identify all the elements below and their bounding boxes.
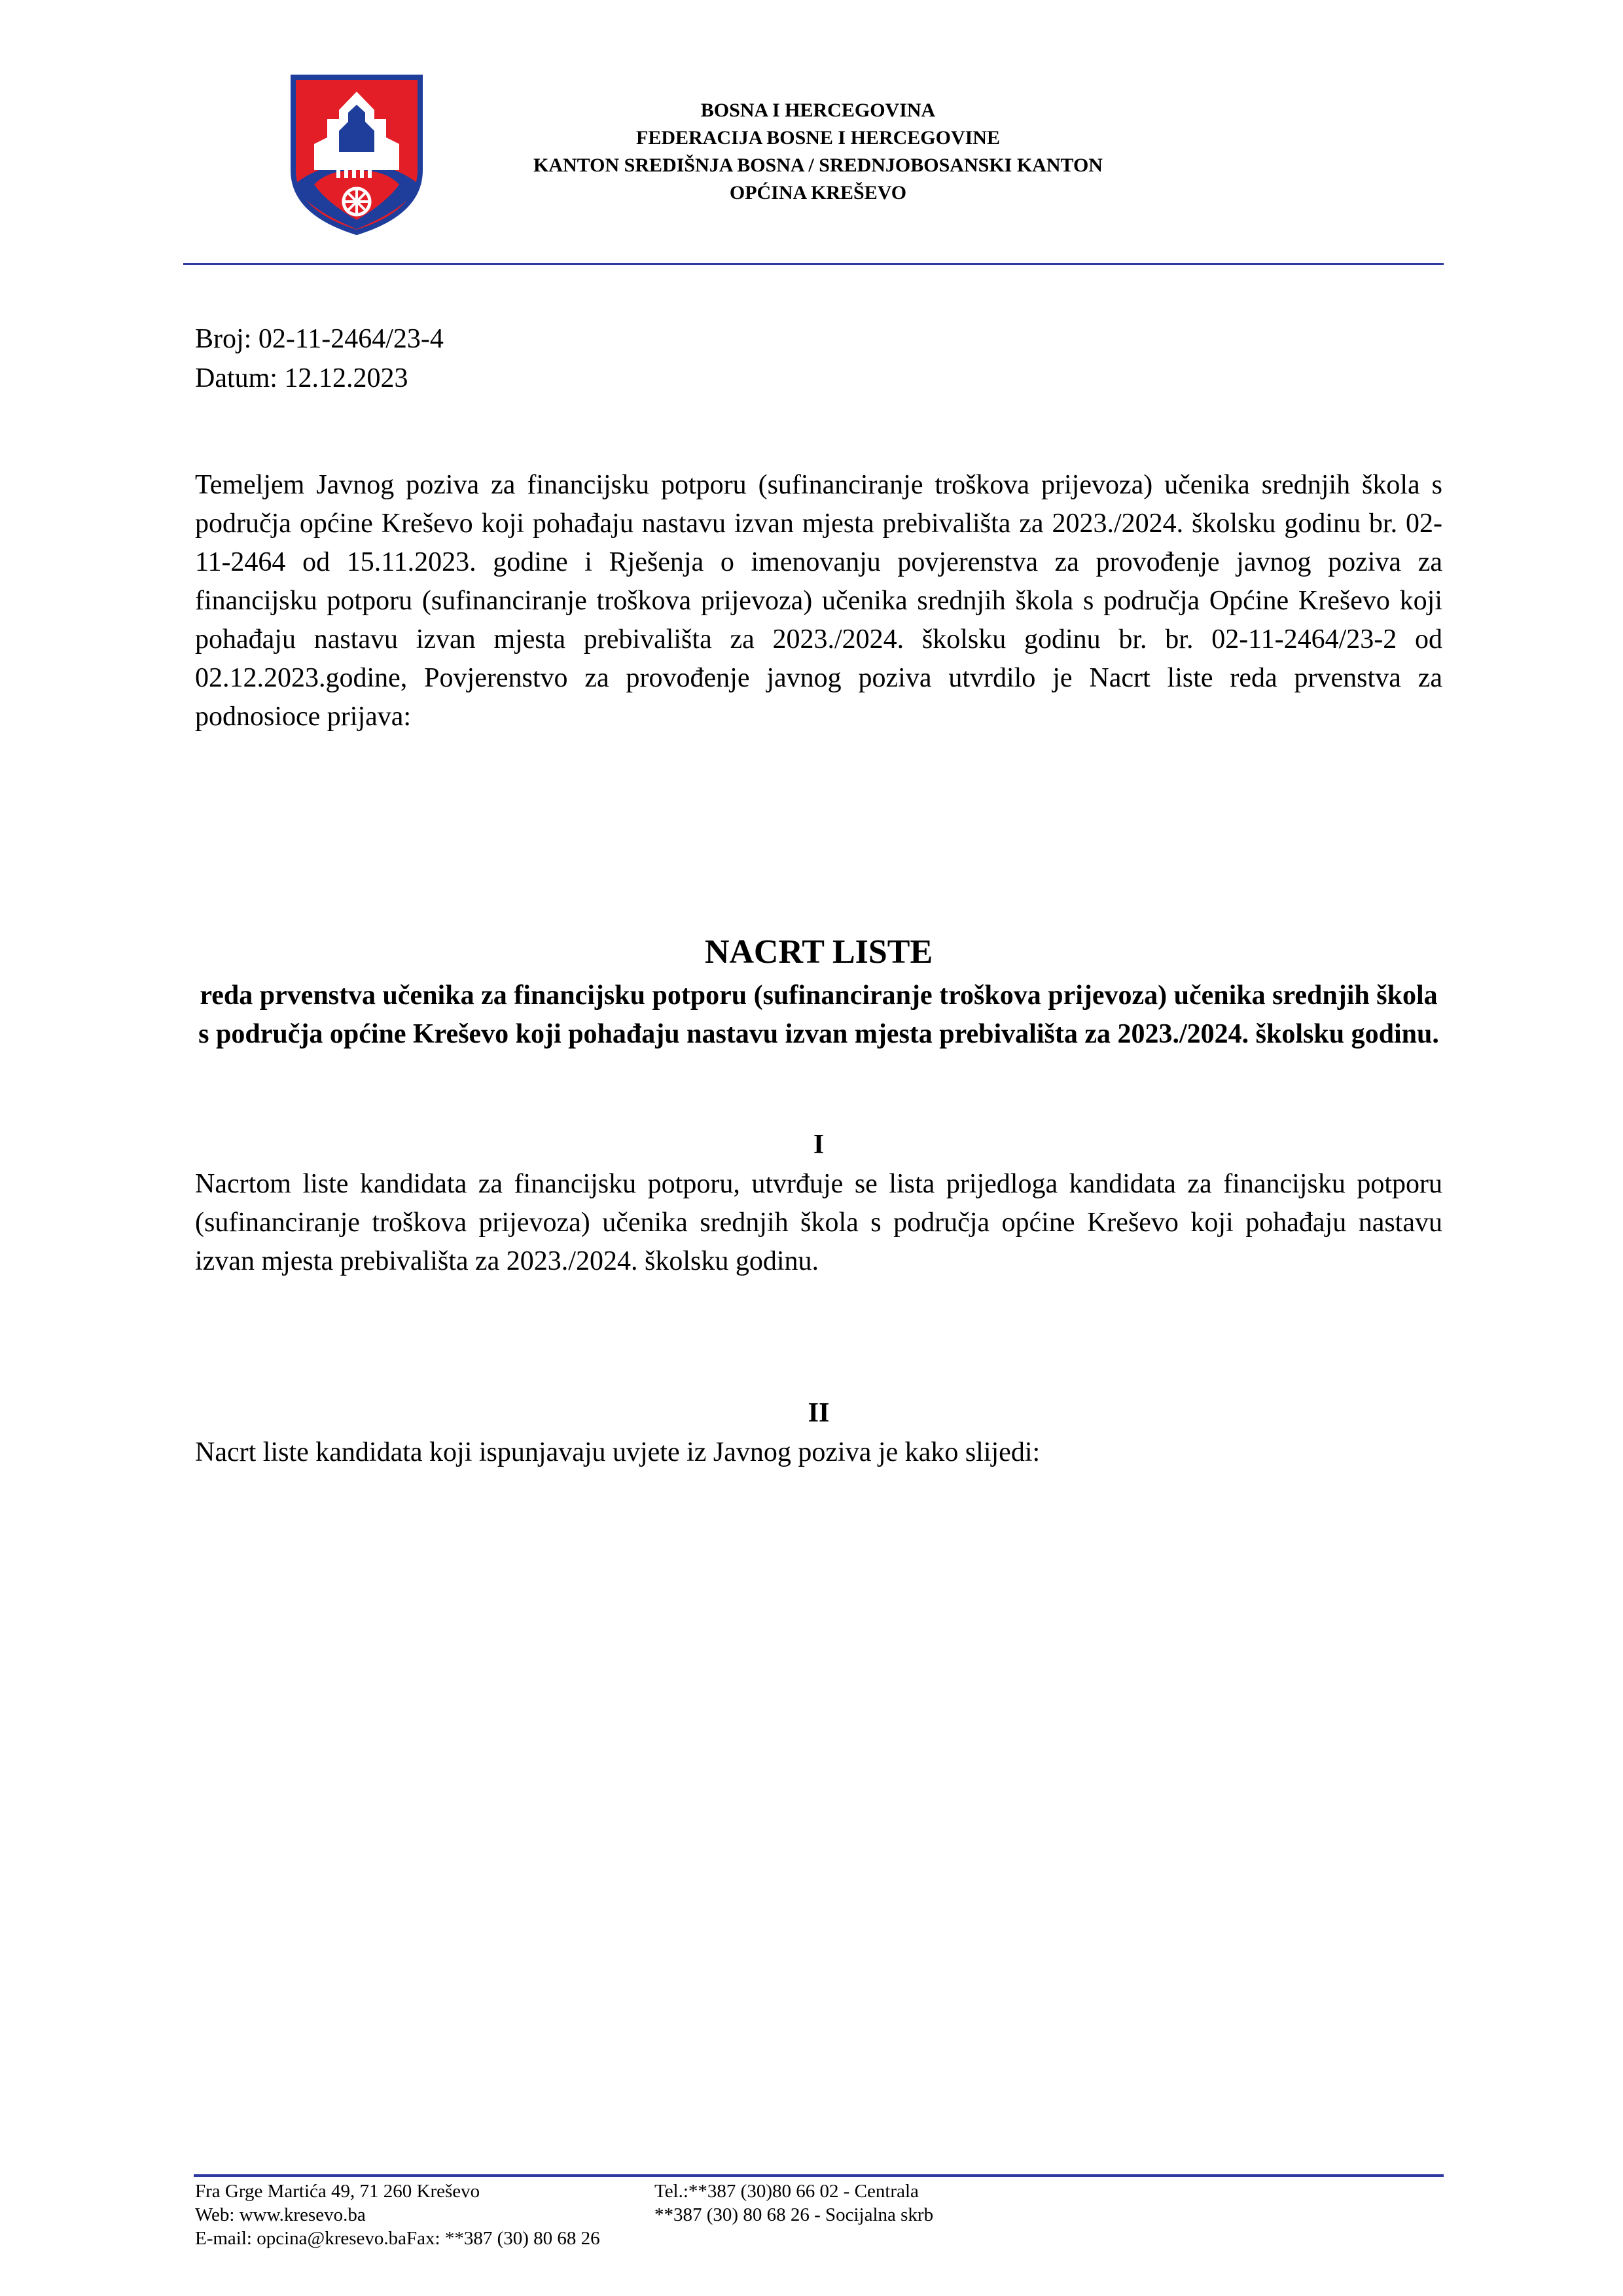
header-divider <box>183 263 1444 265</box>
document-number: Broj: 02-11-2464/23-4 <box>195 324 444 354</box>
section-text-1: Nacrtom liste kandidata za financijsku potporu, utvrđuje se lista prijedloga kandidata za financijsku potporu (sufinanciranje troškova prijevoza) učenika srednjih škola s područja općine Kreševo koji pohađaju nastavu izvan mjesta prebivališta za 2023./2024. školsku godinu. <box>195 1169 1442 1276</box>
footer-tel-central: Tel.:**387 (30)80 66 02 - Centrala <box>654 2181 919 2202</box>
header-canton: KANTON SREDIŠNJA BOSNA / SREDNJOBOSANSKI KANTON <box>533 154 1103 176</box>
footer-email: E-mail: opcina@kresevo.baFax: **387 (30) 80 68 26 <box>195 2228 600 2249</box>
document-title: NACRT LISTE <box>704 933 933 971</box>
document-meta <box>195 319 444 398</box>
document-header <box>458 97 1178 207</box>
section-numeral-2: II <box>808 1398 830 1428</box>
footer-address: Fra Grge Martića 49, 71 260 Kreševo <box>195 2181 480 2202</box>
title-block <box>195 929 1442 1054</box>
header-municipality: OPĆINA KREŠEVO <box>729 182 907 204</box>
footer-tel-social: **387 (30) 80 68 26 - Socijalna skrb <box>654 2204 934 2225</box>
footer-contact-left <box>195 2179 600 2250</box>
section-numeral-1: I <box>813 1130 825 1160</box>
footer-contact-right <box>654 2179 933 2227</box>
footer-divider <box>194 2174 1444 2177</box>
section-text-2: Nacrt liste kandidata koji ispunjavaju uvjete iz Javnog poziva je kako slijedi: <box>195 1437 1041 1467</box>
kresevo-coat-of-arms-icon <box>288 72 425 236</box>
document-date: Datum: 12.12.2023 <box>195 363 408 393</box>
document-subtitle: reda prvenstva učenika za financijsku potporu (sufinanciranje troškova prijevoza) učenika srednjih škola s područja općine Kreševo koji pohađaju nastavu izvan mjesta prebivališta za 2023./2024. školsku godinu. <box>198 980 1439 1049</box>
header-country: BOSNA I HERCEGOVINA <box>700 99 936 121</box>
footer-web: Web: www.kresevo.ba <box>195 2204 366 2225</box>
header-federation: FEDERACIJA BOSNE I HERCEGOVINE <box>636 127 1000 149</box>
intro-paragraph: Temeljem Javnog poziva za financijsku potporu (sufinanciranje troškova prijevoza) učenika srednjih škola s područja općine Kreševo koji pohađaju nastavu izvan mjesta prebivališta za 2023./2024. školsku godinu br. 02-11-2464 od 15.11.2023. godine i Rješenja o imenovanju povjerenstva za provođenje javnog poziva za financijsku potporu (sufinanciranje troškova prijevoza) učenika srednjih škola s područja Općine Kreševo koji pohađaju nastavu izvan mjesta prebivališta za 2023./2024. školsku godinu br. br. 02-11-2464/23-2 od 02.12.2023.godine, Povjerenstvo za provođenje javnog poziva utvrdilo je Nacrt liste reda prvenstva za podnosioce prijava: <box>195 470 1442 732</box>
